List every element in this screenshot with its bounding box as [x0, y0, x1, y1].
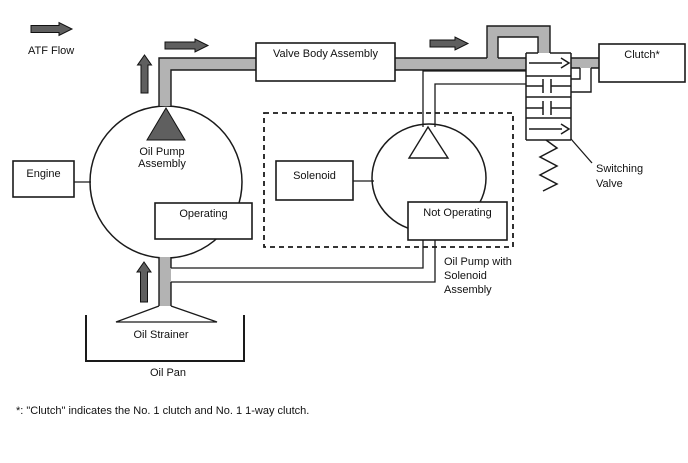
- valve-body-label: Valve Body Assembly: [273, 48, 378, 60]
- flow-arrow-up-1: [138, 55, 152, 93]
- clutch-label: Clutch*: [624, 49, 660, 61]
- switching-valve-symbol: [526, 53, 592, 191]
- solenoid-label: Solenoid: [293, 170, 336, 182]
- switching-valve-label: Switching Valve: [596, 163, 644, 190]
- not-operating-label: Not Operating: [423, 207, 492, 219]
- legend-label: ATF Flow: [28, 45, 75, 57]
- valve-spring: [540, 140, 557, 191]
- oil-pan-label: Oil Pan: [149, 367, 187, 379]
- flow-arrow-right-2: [430, 37, 468, 50]
- switching-valve-leader-line: [571, 139, 592, 163]
- oil-strainer-shape: [116, 306, 217, 322]
- flow-arrow-right-1: [165, 39, 208, 52]
- flow-arrow-up-2: [137, 262, 151, 302]
- oil-strainer-label: Oil Strainer: [133, 329, 189, 341]
- oil-pump-assembly-label: Oil Pump Assembly: [138, 146, 186, 170]
- oil-pump-with-solenoid-label: Oil Pump with Solenoid Assembly: [444, 256, 512, 296]
- footnote: *: "Clutch" indicates the No. 1 clutch and No. 1 1-way clutch.: [16, 405, 310, 417]
- operating-label: Operating: [179, 208, 228, 220]
- engine-label: Engine: [26, 168, 61, 180]
- legend-arrow-icon: [31, 23, 72, 36]
